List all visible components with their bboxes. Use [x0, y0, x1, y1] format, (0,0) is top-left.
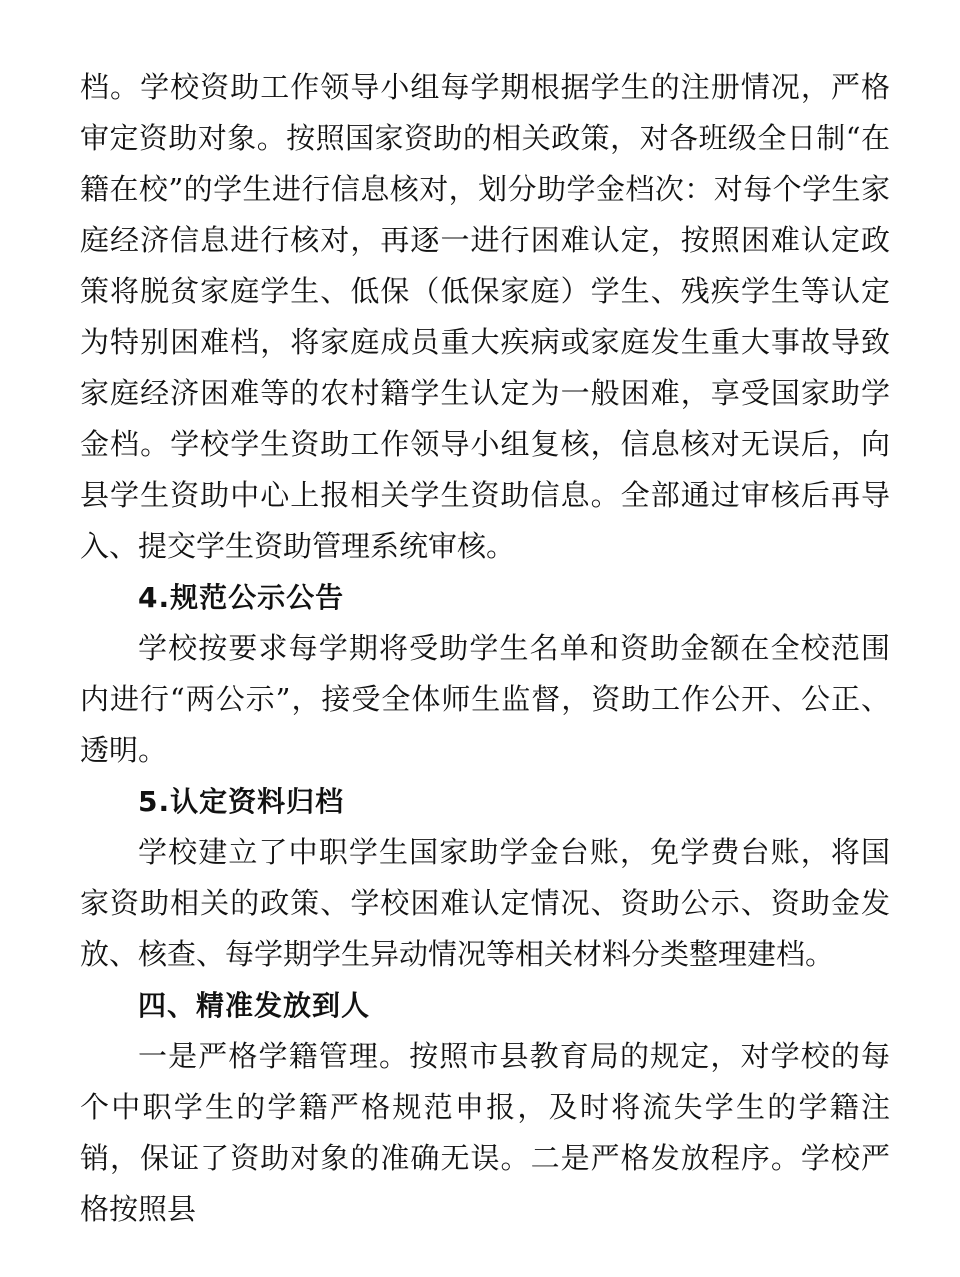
document-body [80, 62, 890, 1235]
heading-publicity: 4.规范公示公告 [138, 581, 345, 614]
paragraph-distribution: 一是严格学籍管理。按照市县教育局的规定，对学校的每个中职学生的学籍严格规范申报，及时将流失学生的学籍注销，保证了资助对象的准确无误。二是严格发放程序。学校严格按照县 [80, 1039, 890, 1226]
paragraph-continuation: 档。学校资助工作领导小组每学期根据学生的注册情况，严格审定资助对象。按照国家资助的相关政策，对各班级全日制“在籍在校”的学生进行信息核对，划分助学金档次：对每个学生家庭经济信息进行核对，再逐一进行困难认定，按照困难认定政策将脱贫家庭学生、低保（低保家庭）学生、残疾学生等认定为特别困难档，将家庭成员重大疾病或家庭发生重大事故导致家庭经济困难等的农村籍学生认定为一般困难，享受国家助学金档。学校学生资助工作领导小组复核，信息核对无误后，向县学生资助中心上报相关学生资助信息。全部通过审核后再导入、提交学生资助管理系统审核。 [80, 70, 890, 563]
paragraph-publicity: 学校按要求每学期将受助学生名单和资助金额在全校范围内进行“两公示”，接受全体师生监督，资助工作公开、公正、透明。 [80, 631, 890, 767]
paragraph-archiving: 学校建立了中职学生国家助学金台账，免学费台账，将国家资助相关的政策、学校困难认定情况、资助公示、资助金发放、核查、每学期学生异动情况等相关材料分类整理建档。 [80, 835, 890, 971]
section-heading-distribution: 四、精准发放到人 [138, 989, 371, 1022]
heading-archiving: 5.认定资料归档 [138, 785, 345, 818]
